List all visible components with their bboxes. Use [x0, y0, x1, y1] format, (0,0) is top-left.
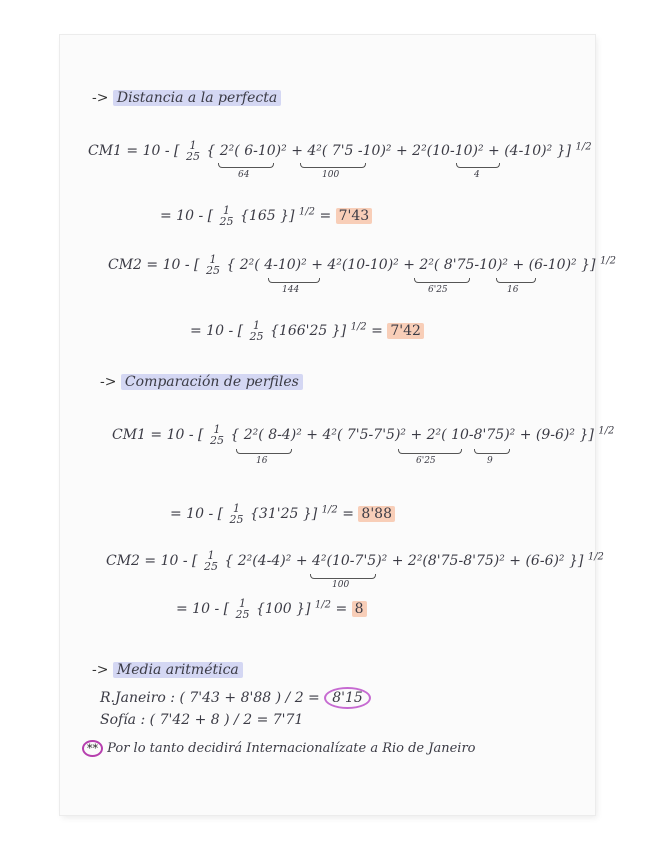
s1-cm2-eq2-pre: = 10 - [	[190, 323, 244, 339]
s1-cm1-brace-2	[300, 163, 366, 168]
s2-cm2-eq2-eq: =	[335, 601, 348, 617]
section1-title: Distancia a la perfecta	[113, 90, 281, 106]
s2-cm2-eq2-frac	[236, 598, 250, 620]
frac-den: 25	[205, 264, 220, 277]
s1-cm1-exp: 1/2	[575, 141, 592, 153]
s3-line1	[100, 690, 371, 706]
s1-cm1-eq2-eq: =	[319, 208, 332, 224]
s2-cm2-eq2-exp: 1/2	[314, 599, 331, 611]
section2-heading	[100, 374, 303, 390]
s1-cm1-under-1: 64	[238, 170, 250, 180]
frac-den: 25	[185, 150, 200, 163]
s1-cm2-under-2: 6'25	[428, 285, 448, 295]
s3-rjaneiro-expr: ( 7'43 + 8'88 ) / 2 =	[179, 690, 320, 706]
arrow-icon: ->	[100, 374, 117, 390]
s2-cm2-under-1: 100	[332, 580, 350, 590]
s1-cm1-label: CM1 =	[88, 143, 139, 159]
s2-cm2-result: 8	[352, 601, 367, 617]
s1-cm1-terms: { 2²( 6-10)² + 4²( 7'5 -10)² + 2²(10-10)² + (4-10)² }]	[206, 143, 572, 159]
section2-title: Comparación de perfiles	[121, 374, 303, 390]
s1-cm2-eq2-eq: =	[371, 323, 383, 339]
frac-num: 1	[233, 502, 241, 515]
s2-cm1-terms: { 2²( 8-4)² + 4²( 7'5-7'5)² + 2²( 10-8'75)² + (9-6)² }]	[230, 427, 594, 443]
s2-cm1-label: CM1 =	[112, 427, 163, 443]
s3-conclusion	[82, 740, 476, 757]
frac-num: 1	[189, 139, 197, 152]
s2-cm1-eq2	[170, 503, 395, 525]
s2-cm1-result: 8'88	[358, 506, 395, 522]
s2-cm2-label: CM2 =	[106, 553, 157, 569]
section1-heading	[92, 90, 281, 106]
s2-cm2-eq2-mid: {100 }]	[256, 601, 311, 617]
s2-cm2-eq2	[176, 598, 367, 620]
s2-cm1-eq2-eq: =	[342, 506, 354, 522]
s3-sofia-label: Sofía :	[100, 712, 146, 728]
s3-rjaneiro-result: 8'15	[324, 687, 371, 709]
frac-num: 1	[213, 423, 221, 436]
frac-den: 25	[203, 560, 218, 573]
s1-cm2-brace-3	[496, 278, 536, 283]
asterisk-mark-icon: **	[82, 740, 103, 757]
arrow-icon: ->	[92, 662, 109, 678]
frac-num: 1	[207, 549, 215, 562]
section3-title: Media aritmética	[113, 662, 243, 678]
s2-cm1-brace-1	[236, 449, 292, 454]
s2-cm1-under-1: 16	[256, 456, 268, 466]
s1-cm2-terms: { 2²( 4-10)² + 4²(10-10)² + 2²( 8'75-10)² + (6-10)² }]	[226, 257, 596, 273]
s2-cm2-brace-1	[310, 574, 376, 579]
s1-cm2-eq2	[190, 320, 424, 342]
s2-cm1-brace-3	[474, 449, 510, 454]
s2-cm1-frac	[210, 424, 224, 446]
s1-cm2-pre: 10 - [	[162, 257, 200, 273]
s3-conclusion-text: Por lo tanto decidirá Internacionalízate a Rio de Janeiro	[107, 741, 476, 756]
s1-cm2-under-1: 144	[282, 285, 300, 295]
s2-cm1-under-3: 9	[487, 456, 493, 466]
s1-cm2-under-3: 16	[507, 285, 519, 295]
s2-cm2-eq1	[106, 550, 604, 572]
frac-den: 25	[219, 215, 234, 228]
s1-cm1-eq2-pre: = 10 - [	[160, 208, 214, 224]
arrow-icon: ->	[92, 90, 109, 106]
s2-cm2-terms: { 2²(4-4)² + 4²(10-7'5)² + 2²(8'75-8'75)² + (6-6)² }]	[224, 553, 584, 569]
s1-cm1-brace-3	[456, 163, 500, 168]
section3-heading	[92, 662, 243, 678]
frac-num: 1	[239, 597, 247, 610]
s2-cm1-under-2: 6'25	[416, 456, 436, 466]
s1-cm1-eq2	[160, 205, 372, 227]
s2-cm1-eq1	[112, 424, 614, 446]
s1-cm2-frac	[206, 254, 220, 276]
frac-num: 1	[209, 253, 217, 266]
s1-cm1-under-3: 4	[474, 170, 480, 180]
s1-cm2-label: CM2 =	[108, 257, 159, 273]
frac-den: 25	[249, 330, 264, 343]
s1-cm1-brace-1	[218, 163, 274, 168]
s2-cm1-pre: 10 - [	[166, 427, 204, 443]
s2-cm2-exp: 1/2	[587, 551, 604, 563]
s1-cm1-eq2-frac	[220, 205, 234, 227]
s2-cm2-eq2-pre: = 10 - [	[176, 601, 230, 617]
s2-cm1-exp: 1/2	[598, 425, 615, 437]
s1-cm2-eq1	[108, 254, 616, 276]
s2-cm2-frac	[204, 550, 218, 572]
s1-cm2-eq2-mid: {166'25 }]	[270, 323, 347, 339]
s1-cm1-eq2-exp: 1/2	[298, 206, 315, 218]
s2-cm1-eq2-exp: 1/2	[321, 504, 338, 516]
s3-rjaneiro-label: R.Janeiro :	[100, 690, 176, 706]
s1-cm1-eq2-mid: {165 }]	[240, 208, 295, 224]
s1-cm1-under-2: 100	[322, 170, 340, 180]
s1-cm1-frac	[186, 140, 200, 162]
s1-cm1-eq1	[88, 140, 592, 162]
s1-cm2-result: 7'42	[387, 323, 424, 339]
s1-cm2-eq2-exp: 1/2	[350, 321, 367, 333]
s1-cm1-pre: 10 - [	[142, 143, 180, 159]
s1-cm2-brace-1	[268, 278, 320, 283]
frac-den: 25	[209, 434, 224, 447]
s3-line2	[100, 712, 303, 728]
s2-cm1-eq2-frac	[230, 503, 244, 525]
s2-cm1-brace-2	[398, 449, 462, 454]
s2-cm2-pre: 10 - [	[160, 553, 198, 569]
s1-cm2-brace-2	[414, 278, 470, 283]
s2-cm1-eq2-mid: {31'25 }]	[250, 506, 318, 522]
frac-den: 25	[229, 513, 244, 526]
s3-sofia-expr: ( 7'42 + 8 ) / 2 = 7'71	[149, 712, 304, 728]
frac-num: 1	[223, 204, 231, 217]
s1-cm1-result: 7'43	[336, 208, 373, 224]
s2-cm1-eq2-pre: = 10 - [	[170, 506, 224, 522]
frac-num: 1	[253, 319, 261, 332]
frac-den: 25	[235, 608, 250, 621]
s1-cm2-eq2-frac	[250, 320, 264, 342]
s1-cm2-exp: 1/2	[599, 255, 617, 267]
